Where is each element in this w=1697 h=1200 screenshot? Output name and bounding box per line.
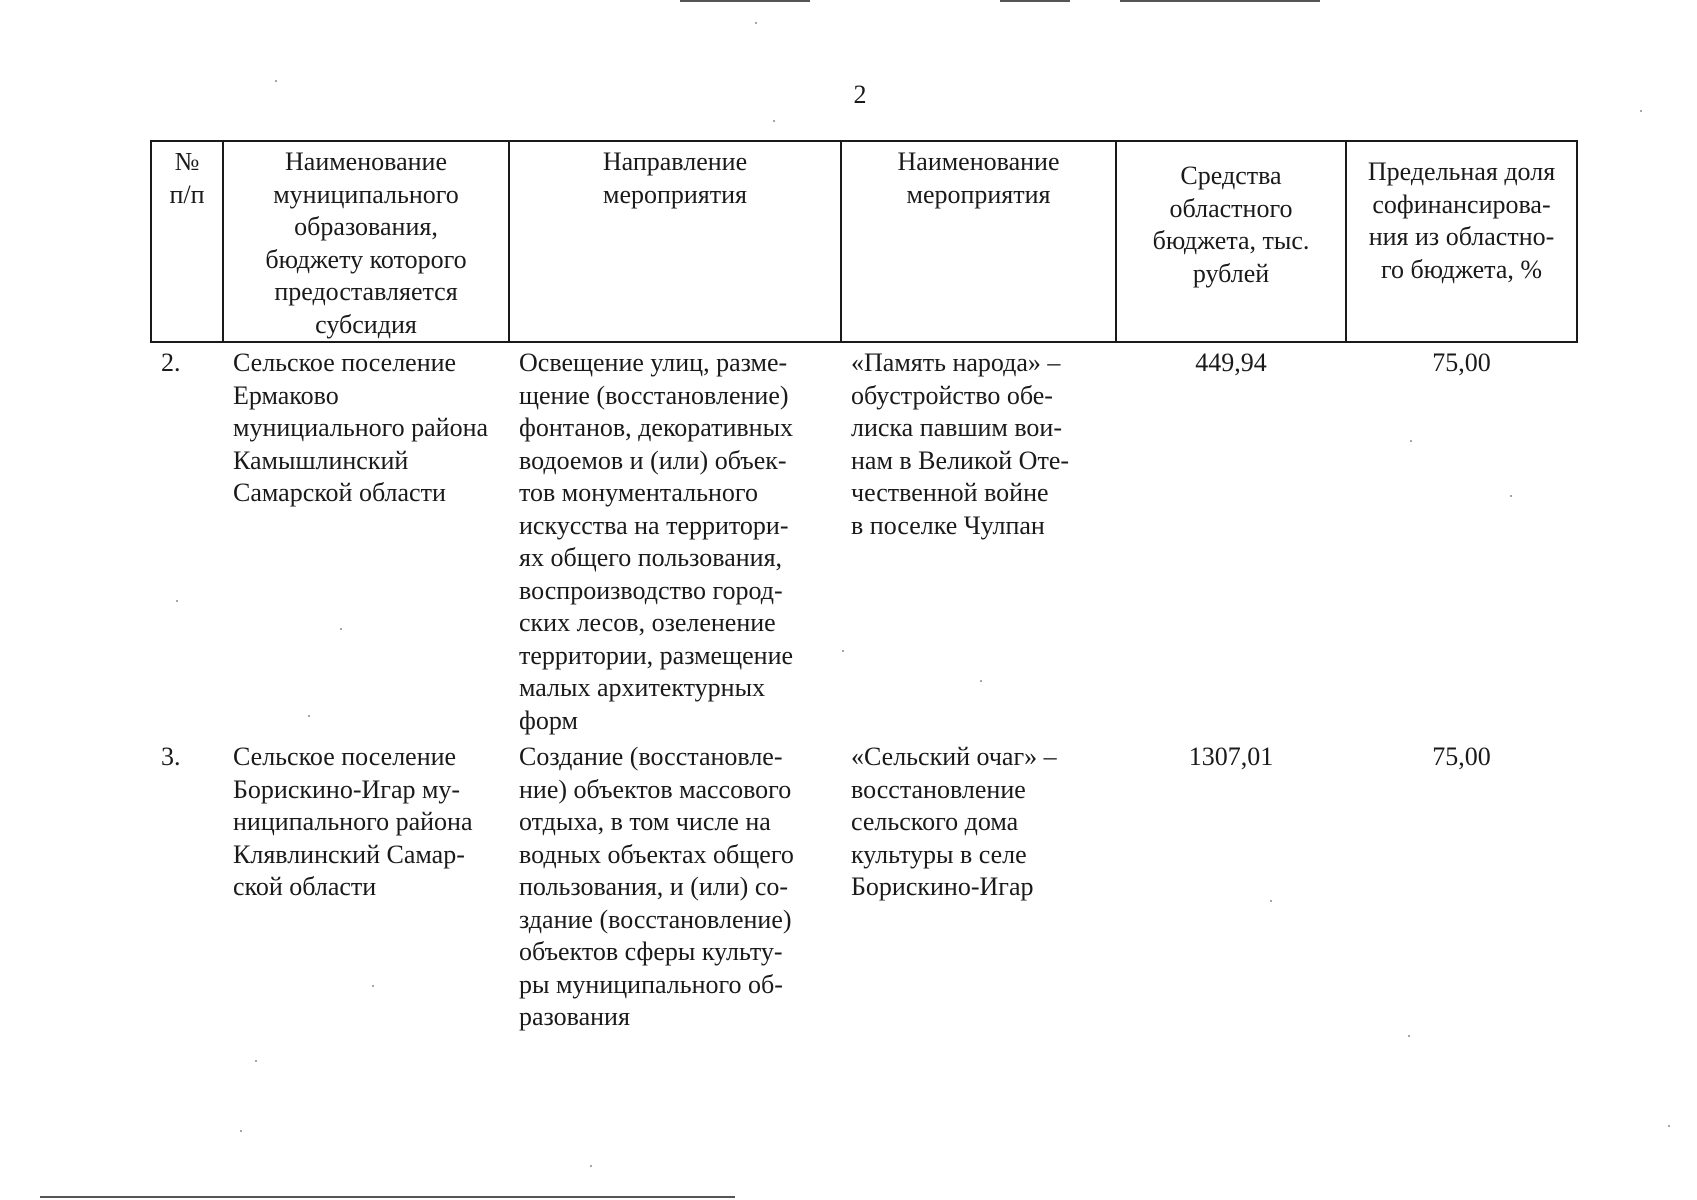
table-row: [151, 342, 1577, 737]
header-direction: Направление мероприятия: [509, 141, 841, 342]
scan-speck: [240, 1130, 242, 1132]
row-regional-funds: 449,94: [1195, 348, 1267, 377]
row-event: «Память народа» – обустройство обе- лиска павшим вои- нам в Великой Оте- чественной войне в поселке Чулпан: [851, 348, 1070, 540]
row-number: 2.: [161, 348, 181, 377]
row-number: 3.: [161, 742, 181, 771]
table-header-row: [151, 141, 1577, 342]
row-regional-funds: 1307,01: [1188, 742, 1274, 771]
row-direction: Создание (восстановле- ние) объектов массового отдыха, в том числе на водных объектах общего пользования, и (или) со- здание (восстановление) объектов сферы культу- ры муниципального об- разования: [519, 742, 794, 1031]
header-regional-funds: Средства областного бюджета, тыс. рублей: [1116, 141, 1346, 342]
scan-artifact-top-2: [1000, 0, 1070, 2]
row-max-share: 75,00: [1432, 348, 1491, 377]
row-municipality: Сельское поселение Борискино-Игар му- ниципального района Клявлинский Самар- ской области: [233, 742, 473, 901]
row-max-share: 75,00: [1432, 742, 1491, 771]
page-number: 2: [853, 80, 867, 109]
scan-speck: [1640, 110, 1642, 112]
scan-artifact-top-1: [680, 0, 810, 2]
scan-speck: [755, 22, 757, 24]
scan-speck: [590, 1165, 592, 1167]
scan-speck: [1668, 1125, 1670, 1127]
table-row: [151, 737, 1577, 1041]
header-max-share: Предельная доля софинансирова- ния из областно- го бюджета, %: [1346, 141, 1577, 342]
scan-speck: [255, 1060, 257, 1062]
header-number: № п/п: [151, 141, 223, 342]
subsidy-table: [150, 140, 1578, 1041]
scan-artifact-top-3: [1120, 0, 1320, 2]
scan-speck: [773, 120, 775, 122]
row-event: «Сельский очаг» – восстановление сельского дома культуры в селе Борискино-Игар: [851, 742, 1057, 901]
row-municipality: Сельское поселение Ермаково мунициального района Камышлинский Самарской области: [233, 348, 489, 507]
scan-artifact-bottom: [40, 1196, 735, 1198]
header-event: Наименование мероприятия: [841, 141, 1116, 342]
row-direction: Освещение улиц, разме- щение (восстановление) фонтанов, декоративных водоемов и (или) объек- тов монументального искусства на территори- ях общего пользования, воспроизводство город- ских лесов, озеленение территории, размещение малых архитектурных форм: [519, 348, 794, 735]
header-municipality: Наименование муниципального образования, бюджету которого предоставляется субсидия: [223, 141, 509, 342]
